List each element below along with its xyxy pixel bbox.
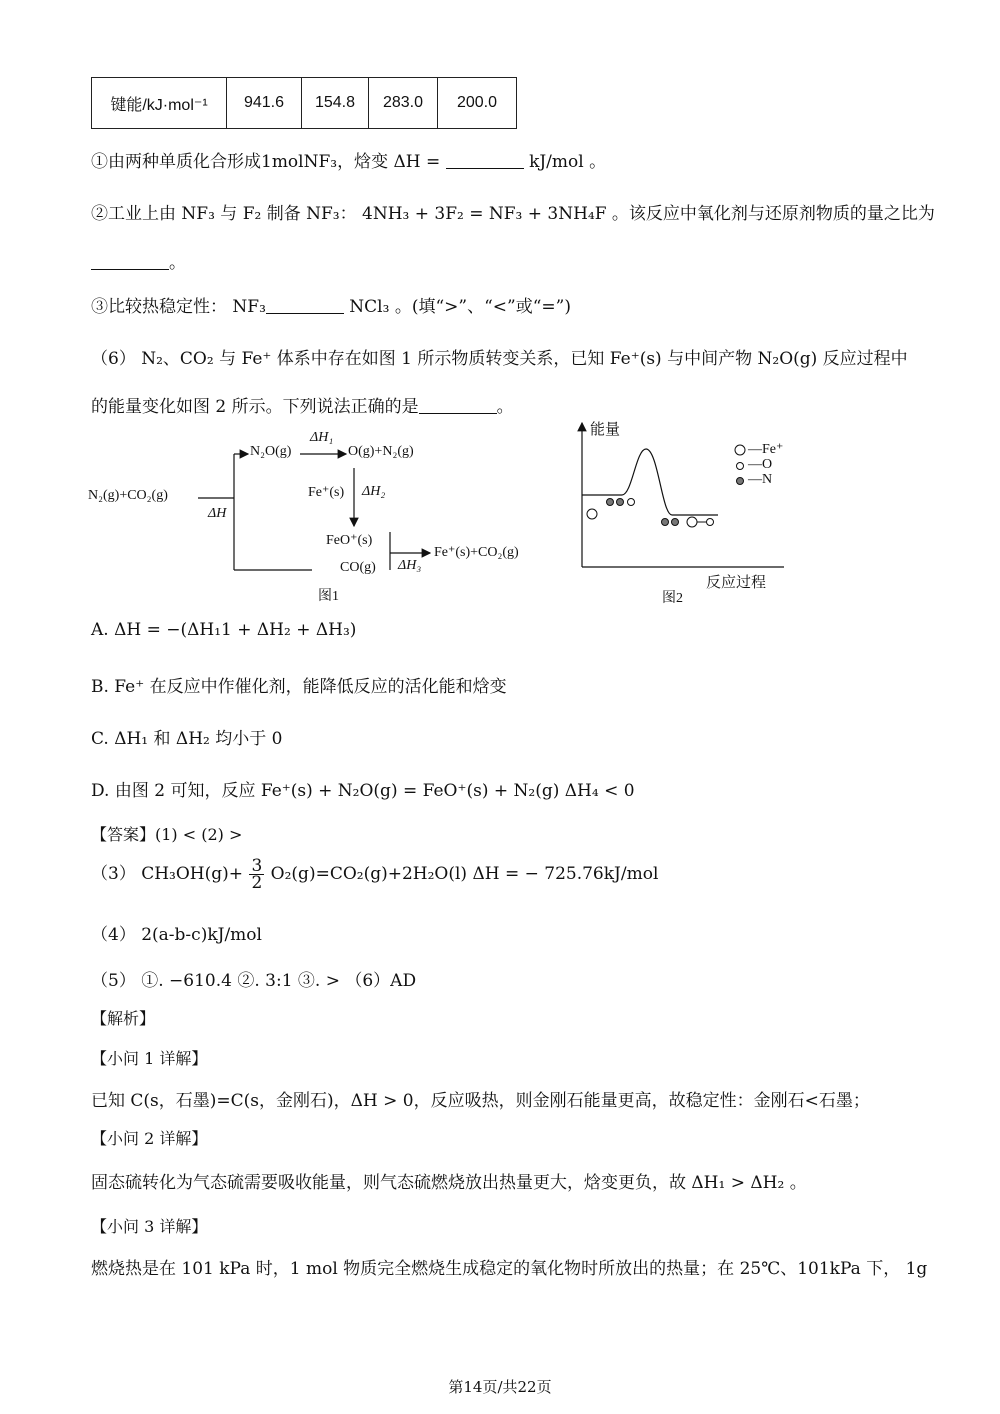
dh1-label: ΔH₁ — [310, 430, 334, 445]
table-row — [92, 78, 517, 129]
table-cell: 283.0 — [369, 78, 438, 129]
n-atom-dot — [617, 499, 624, 506]
q5-item1-unit: kJ/mol 。 — [529, 152, 607, 172]
fe-ion-dot — [687, 517, 697, 527]
section3-text: 燃烧热是在 101 kPa 时，1 mol 物质完全燃烧生成稳定的氧化物时所放出的热量；在 25℃、101kPa 下， 1g — [91, 1259, 928, 1279]
o-atom-dot — [628, 499, 635, 506]
energy-curve — [582, 449, 718, 515]
option-b: B. Fe⁺ 在反应中作催化剂，能降低反应的活化能和焓变 — [91, 677, 507, 697]
fraction-three-halves — [249, 858, 264, 891]
legend-o: —O — [748, 457, 773, 472]
answer-line5: （5） ①. −610.4 ②. 3:1 ③. > （6）AD — [91, 971, 417, 991]
q6-stem-end: 。 — [496, 397, 514, 417]
o-atom-dot — [707, 519, 714, 526]
products-label: Fe⁺(s)+CO₂(g) — [434, 545, 519, 560]
answer-blank — [446, 152, 524, 169]
fe-ion-dot — [587, 509, 597, 519]
x-axis-label: 反应过程 — [706, 575, 767, 591]
q5-item1-text: ①由两种单质化合形成1molNF₃，焓变 ΔH = — [91, 152, 441, 172]
q5-item2-end: 。 — [169, 253, 186, 273]
answer-blank — [91, 253, 169, 270]
n-atom-dot — [662, 519, 669, 526]
feo-s-label: FeO⁺(s) — [326, 533, 373, 548]
answer3-pre: （3） CH₃OH(g)+ — [91, 864, 244, 884]
legend-fe-marker — [735, 445, 745, 455]
co-g-label: CO(g) — [340, 560, 376, 575]
n-atom-dot — [672, 519, 679, 526]
section1-text: 已知 C(s，石墨)=C(s，金刚石)，ΔH > 0，反应吸热，则金刚石能量更高，故稳定性：金刚石<石墨； — [91, 1091, 870, 1111]
q5-item1 — [91, 147, 606, 172]
o-n2-label: O(g)+N₂(g) — [348, 444, 414, 459]
reactants-label: N₂(g)+CO₂(g) — [88, 488, 168, 503]
option-c: C. ΔH₁ 和 ΔH₂ 均小于 0 — [91, 729, 283, 749]
q5-item3 — [91, 292, 571, 317]
section1-title: 【小问 1 详解】 — [91, 1049, 208, 1068]
answer-blank — [419, 397, 497, 414]
dh3-label: ΔH₃ — [398, 558, 422, 573]
bond-energy-table — [91, 77, 517, 129]
q5-item2: ②工业上由 NF₃ 与 F₂ 制备 NF₃： 4NH₃ + 3F₂ = NF₃ + 3NH₄F 。该反应中氧化剂与还原剂物质的量之比为 — [91, 204, 935, 224]
answer-line1: 【答案】(1) < (2) > — [91, 825, 243, 844]
figure1-arrows — [88, 428, 558, 608]
q6-stem-line1: （6） N₂、CO₂ 与 Fe⁺ 体系中存在如图 1 所示物质转变关系，已知 Fe⁺(s) 与中间产物 N₂O(g) 反应过程中 — [91, 349, 908, 369]
analysis-title: 【解析】 — [91, 1009, 156, 1028]
legend-fe: —Fe⁺ — [748, 442, 784, 457]
n-atom-dot — [607, 499, 614, 506]
dh2-label: ΔH₂ — [362, 484, 386, 499]
table-cell: 941.6 — [227, 78, 302, 129]
q5-item2-blank-line — [91, 248, 186, 273]
answer3-post: O₂(g)=CO₂(g)+2H₂O(l) ΔH = − 725.76kJ/mol — [270, 864, 659, 884]
legend-n-marker — [737, 478, 744, 485]
dh-label: ΔH — [208, 506, 227, 521]
table-header-cell: 键能/kJ·mol⁻¹ — [92, 78, 227, 129]
figure2-caption: 图2 — [662, 591, 683, 606]
table-cell: 200.0 — [438, 78, 517, 129]
figure1-transformation-diagram — [88, 428, 558, 608]
q6-stem-text: 的能量变化如图 2 所示。下列说法正确的是 — [91, 397, 419, 417]
q6-stem-line2 — [91, 392, 514, 417]
table-cell: 154.8 — [302, 78, 369, 129]
figure1-caption: 图1 — [318, 589, 339, 604]
fe-s-label: Fe⁺(s) — [308, 485, 345, 500]
section2-text: 固态硫转化为气态硫需要吸收能量，则气态硫燃烧放出热量更大，焓变更负，故 ΔH₁ > ΔH₂ 。 — [91, 1173, 807, 1193]
legend-n: —N — [748, 472, 773, 487]
option-d: D. 由图 2 可知，反应 Fe⁺(s) + N₂O(g) = FeO⁺(s) + N₂(g) ΔH₄ < 0 — [91, 781, 635, 801]
y-axis-label: 能量 — [590, 422, 621, 438]
legend-o-marker — [737, 463, 744, 470]
fraction-numerator: 3 — [251, 856, 263, 876]
answer-line3 — [91, 858, 658, 891]
fraction-denominator: 2 — [251, 873, 263, 893]
q5-item3-text: ③比较热稳定性： NF₃ — [91, 297, 266, 317]
answer-blank — [266, 297, 344, 314]
section2-title: 【小问 2 详解】 — [91, 1129, 208, 1148]
page-number: 第14页/共22页 — [448, 1378, 552, 1396]
n2o-label: N₂O(g) — [250, 444, 292, 459]
section3-title: 【小问 3 详解】 — [91, 1217, 208, 1236]
option-a: A. ΔH = −(ΔH₁1 + ΔH₂ + ΔH₃) — [91, 620, 357, 640]
figure2-energy-diagram — [570, 415, 810, 610]
answer-line4: （4） 2(a-b-c)kJ/mol — [91, 925, 262, 945]
q5-item3-tail: NCl₃ 。(填“>”、“<”或“=”) — [349, 297, 571, 317]
